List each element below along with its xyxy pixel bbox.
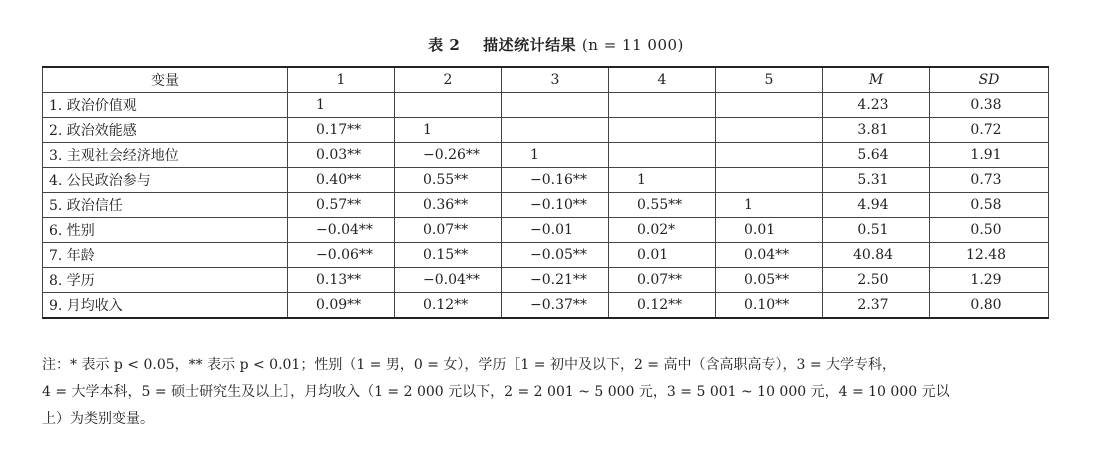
cell-value: 0.05** [716, 268, 823, 293]
table-row [43, 118, 1049, 143]
cell-value: −0.05** [502, 243, 609, 268]
cell-value [609, 93, 716, 118]
header-sd: SD [930, 67, 1049, 93]
cell-value: −0.16** [502, 168, 609, 193]
cell-value: 0.02* [609, 218, 716, 243]
cell-variable: 5. 政治信任 [43, 193, 288, 218]
cell-sd: 0.38 [930, 93, 1049, 118]
cell-value: 1 [502, 143, 609, 168]
cell-value: −0.01 [502, 218, 609, 243]
caption-title: 描述统计结果 [483, 36, 577, 54]
cell-mean: 3.81 [823, 118, 930, 143]
cell-variable: 7. 年龄 [43, 243, 288, 268]
cell-value [609, 143, 716, 168]
cell-value: 0.10** [716, 293, 823, 319]
cell-variable: 6. 性别 [43, 218, 288, 243]
cell-mean: 40.84 [823, 243, 930, 268]
cell-value [716, 118, 823, 143]
footnote-line: 注：* 表示 p < 0.05，** 表示 p < 0.01；性别（1 = 男，0 = 女），学历［1 = 初中及以下，2 = 高中（含高职高专），3 = 大学专科， [42, 357, 897, 373]
table-row [43, 293, 1049, 319]
cell-value: −0.10** [502, 193, 609, 218]
cell-value: 1 [716, 193, 823, 218]
table-footnote [42, 352, 1052, 433]
cell-sd: 0.80 [930, 293, 1049, 319]
header-col-5: 5 [716, 67, 823, 93]
caption-sample-size: (n = 11 000) [581, 36, 684, 54]
cell-variable: 8. 学历 [43, 268, 288, 293]
cell-value: −0.21** [502, 268, 609, 293]
cell-mean: 2.37 [823, 293, 930, 319]
cell-value: 0.40** [288, 168, 395, 193]
cell-value [716, 168, 823, 193]
cell-value: 0.12** [395, 293, 502, 319]
cell-variable: 9. 月均收入 [43, 293, 288, 319]
cell-value: 1 [609, 168, 716, 193]
table-row [43, 243, 1049, 268]
cell-value: 0.15** [395, 243, 502, 268]
footnote-line: 上）为类别变量。 [42, 411, 154, 427]
header-col-2: 2 [395, 67, 502, 93]
table-row [43, 268, 1049, 293]
cell-variable: 4. 公民政治参与 [43, 168, 288, 193]
cell-value: 0.04** [716, 243, 823, 268]
cell-value: 0.07** [609, 268, 716, 293]
cell-variable: 1. 政治价值观 [43, 93, 288, 118]
caption-label: 表 2 [428, 36, 461, 54]
descriptive-statistics-table [42, 66, 1049, 319]
cell-mean: 2.50 [823, 268, 930, 293]
header-variable: 变量 [43, 67, 288, 93]
cell-variable: 2. 政治效能感 [43, 118, 288, 143]
cell-value: 0.13** [288, 268, 395, 293]
cell-sd: 12.48 [930, 243, 1049, 268]
cell-value: 0.36** [395, 193, 502, 218]
cell-mean: 5.64 [823, 143, 930, 168]
cell-value [609, 118, 716, 143]
table-header-row [43, 67, 1049, 93]
cell-sd: 0.73 [930, 168, 1049, 193]
cell-mean: 0.51 [823, 218, 930, 243]
cell-value [716, 143, 823, 168]
cell-value: 0.55** [395, 168, 502, 193]
table-caption [0, 34, 1112, 55]
cell-sd: 0.58 [930, 193, 1049, 218]
cell-value: −0.37** [502, 293, 609, 319]
cell-value: 0.01 [716, 218, 823, 243]
table-row [43, 93, 1049, 118]
cell-value: 0.55** [609, 193, 716, 218]
cell-sd: 0.50 [930, 218, 1049, 243]
cell-value: 0.03** [288, 143, 395, 168]
table-row [43, 193, 1049, 218]
cell-sd: 0.72 [930, 118, 1049, 143]
header-mean: M [823, 67, 930, 93]
table-row [43, 143, 1049, 168]
cell-value: −0.04** [395, 268, 502, 293]
cell-value [395, 93, 502, 118]
cell-value: 1 [395, 118, 502, 143]
footnote-line: 4 = 大学本科，5 = 硕士研究生及以上］，月均收入（1 = 2 000 元以下，2 = 2 001 ~ 5 000 元，3 = 5 001 ~ 10 000 元，4 = 10 000 元以 [42, 384, 950, 400]
cell-value: −0.26** [395, 143, 502, 168]
cell-mean: 4.94 [823, 193, 930, 218]
cell-value: −0.06** [288, 243, 395, 268]
header-col-3: 3 [502, 67, 609, 93]
header-col-4: 4 [609, 67, 716, 93]
table-row [43, 218, 1049, 243]
cell-sd: 1.91 [930, 143, 1049, 168]
cell-value [716, 93, 823, 118]
cell-value: 0.57** [288, 193, 395, 218]
cell-value: 0.12** [609, 293, 716, 319]
cell-value: 0.01 [609, 243, 716, 268]
cell-value [502, 93, 609, 118]
table-row [43, 168, 1049, 193]
cell-mean: 4.23 [823, 93, 930, 118]
cell-value: 0.17** [288, 118, 395, 143]
cell-value [502, 118, 609, 143]
cell-value: 0.07** [395, 218, 502, 243]
cell-mean: 5.31 [823, 168, 930, 193]
cell-value: −0.04** [288, 218, 395, 243]
cell-value: 0.09** [288, 293, 395, 319]
cell-sd: 1.29 [930, 268, 1049, 293]
cell-variable: 3. 主观社会经济地位 [43, 143, 288, 168]
cell-value: 1 [288, 93, 395, 118]
header-col-1: 1 [288, 67, 395, 93]
